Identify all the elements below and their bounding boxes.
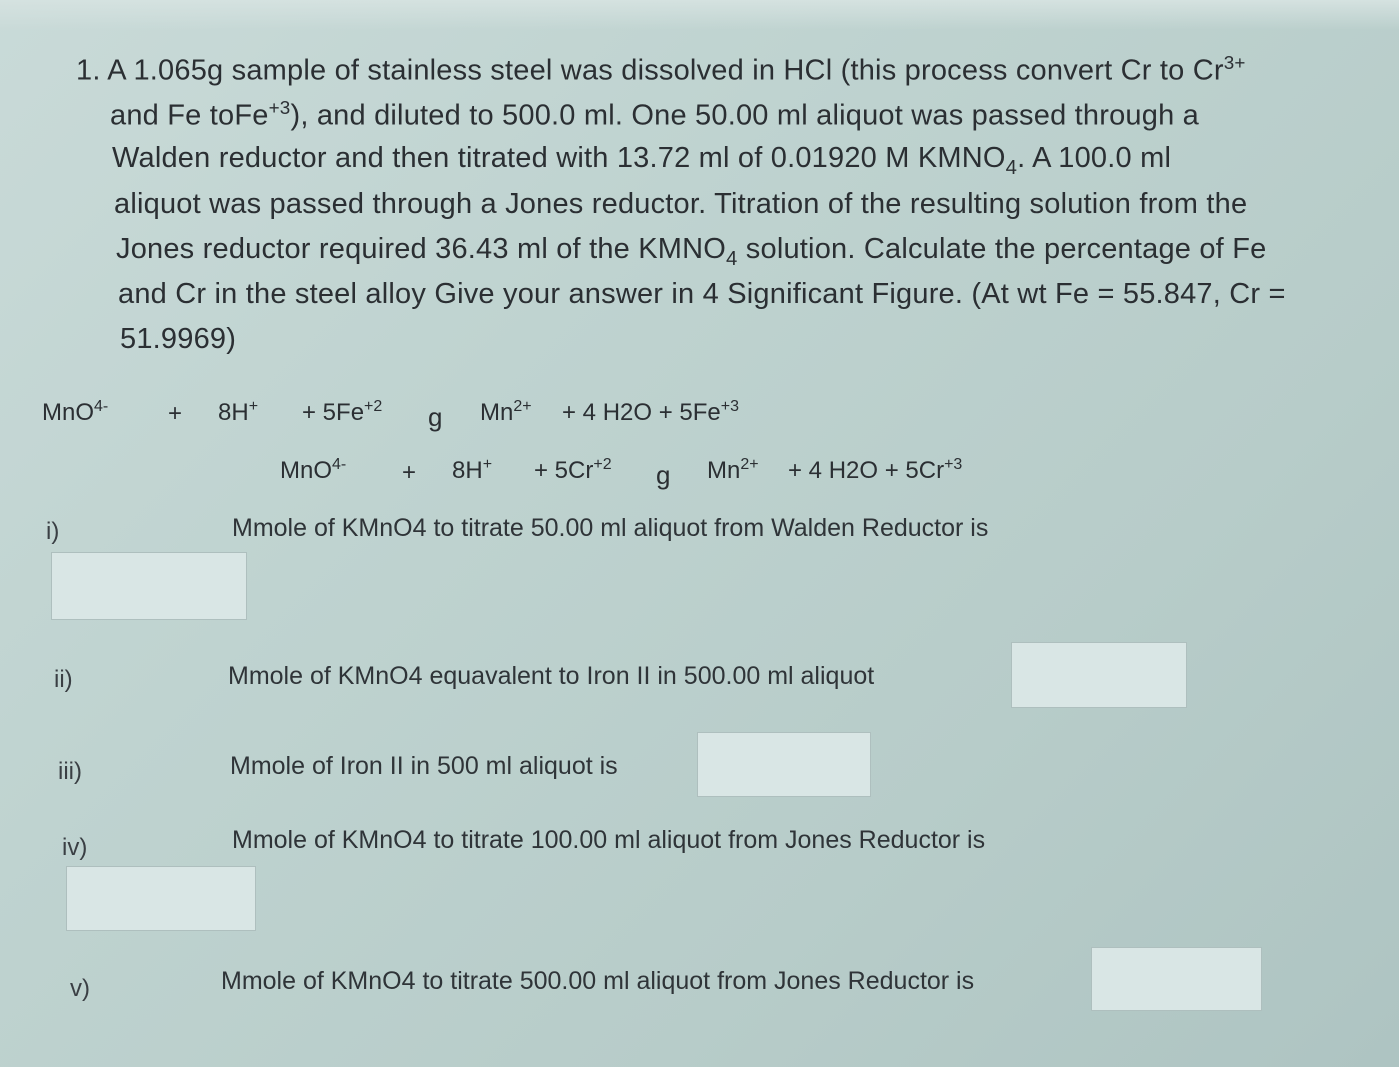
question-line-6: and Cr in the steel alloy Give your answer in 4 Significant Figure. (At wt Fe = 55.847, Cr = (118, 278, 1286, 310)
question-line-4: aliquot was passed through a Jones reductor. Titration of the resulting solution from the (114, 188, 1248, 220)
question-line-3: Walden reductor and then titrated with 13.72 ml of 0.01920 M $KMNO_4$. A 100.0 ml (112, 142, 1172, 179)
part-number: iii) (58, 758, 82, 785)
part-number: iv) (62, 834, 88, 861)
answer-input-ii[interactable] (1011, 642, 1187, 708)
question-line-1: 1. A 1.065g sample of stainless steel was dissolved in HCl (this process convert Cr to $Cr^{3+}$ (76, 52, 1246, 87)
part-number: ii) (54, 666, 73, 693)
top-shading (0, 0, 1399, 30)
part-label: Mmole of KMnO4 to titrate 100.00 ml aliquot from Jones Reductor is (232, 826, 986, 854)
part-label: Mmole of Iron II in 500 ml aliquot is (230, 752, 618, 780)
part-number: i) (46, 518, 60, 545)
part-label: Mmole of KMnO4 to titrate 500.00 ml aliquot from Jones Reductor is (221, 967, 975, 995)
reaction-arrow-glyph: g (656, 460, 671, 490)
part-label: Mmole of KMnO4 equavalent to Iron II in 500.00 ml aliquot (228, 662, 875, 690)
question-number: 1. (76, 54, 101, 87)
question-line-5: Jones reductor required 36.43 ml of the $KMNO_4$ solution. Calculate the percentage of Fe (116, 233, 1267, 270)
answer-input-iv[interactable] (66, 866, 256, 931)
part-label: Mmole of KMnO4 to titrate 50.00 ml aliquot from Walden Reductor is (232, 514, 989, 542)
reaction-arrow-glyph: g (428, 402, 443, 432)
answer-input-i[interactable] (51, 552, 247, 620)
question-line-2: and Fe toFe$^{+3}$), and diluted to 500.0 ml. One 50.00 ml aliquot was passed through a (110, 97, 1199, 132)
answer-input-iii[interactable] (697, 732, 871, 797)
answer-input-v[interactable] (1091, 947, 1262, 1011)
part-number: v) (70, 975, 90, 1002)
question-line-7: 51.9969) (120, 323, 237, 355)
